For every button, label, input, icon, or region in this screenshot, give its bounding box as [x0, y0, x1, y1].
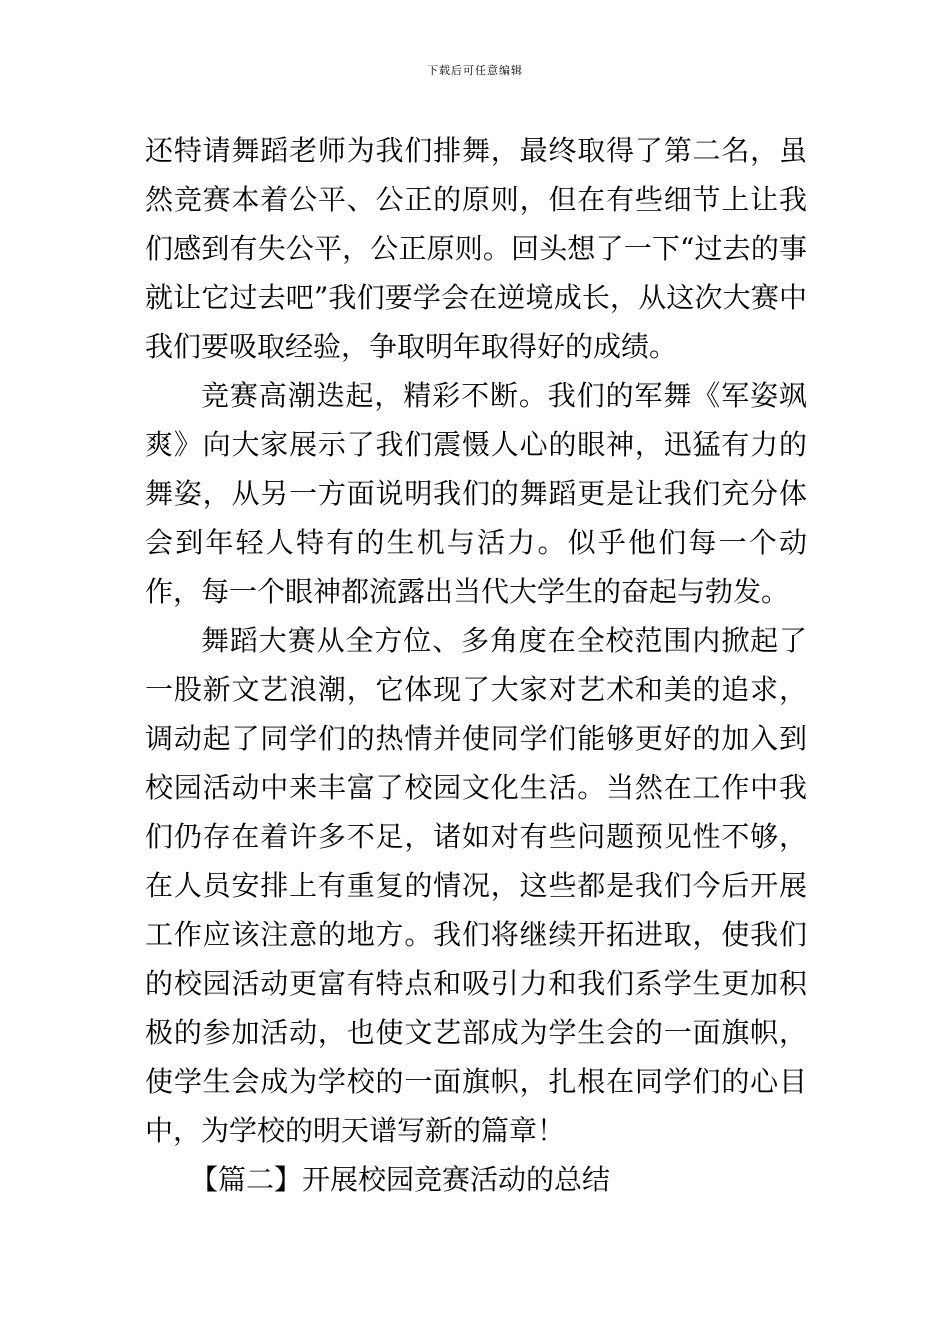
document-body: [145, 126, 807, 1204]
section-heading: 【篇二】开展校园竞赛活动的总结: [190, 1163, 611, 1196]
header-note: 下载后可任意编辑: [427, 64, 523, 77]
paragraph-3: 舞蹈大赛从全方位、多角度在全校范围内掀起了一股新文艺浪潮，它体现了大家对艺术和美的追求，调动起了同学们的热情并使同学们能够更好的加入到校园活动中来丰富了校园文化生活。当然在工作中我们仍存在着许多不足，诸如对有些问题预见性不够，在人员安排上有重复的情况，这些都是我们今后开展工作应该注意的地方。我们将继续开拓进取，使我们的校园活动更富有特点和吸引力和我们系学生更加积极的参加活动，也使文艺部成为学生会的一面旗帜，使学生会成为学校的一面旗帜，扎根在同学们的心目中，为学校的明天谱写新的篇章！: [145, 624, 807, 1147]
paragraph-1: 还特请舞蹈老师为我们排舞，最终取得了第二名，虽然竞赛本着公平、公正的原则，但在有些细节上让我们感到有失公平，公正原则。回头想了一下“过去的事就让它过去吧”我们要学会在逆境成长，从这次大赛中我们要吸取经验，争取明年取得好的成绩。: [145, 134, 807, 363]
paragraph-2: 竞赛高潮迭起，精彩不断。我们的军舞《军姿飒爽》向大家展示了我们震慑人心的眼神，迅猛有力的舞姿，从另一方面说明我们的舞蹈更是让我们充分体会到年轻人特有的生机与活力。似乎他们每一个动作，每一个眼神都流露出当代大学生的奋起与勃发。: [145, 379, 807, 608]
